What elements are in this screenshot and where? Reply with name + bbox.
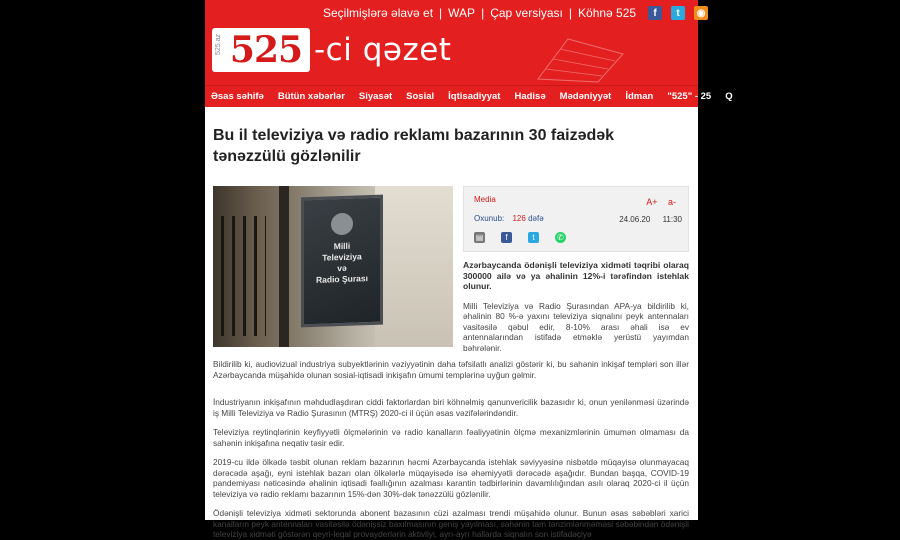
article-photo xyxy=(213,186,453,347)
add-favorites-link[interactable]: Seçilmişlərə əlavə et xyxy=(323,6,434,20)
publish-time: 11:30 xyxy=(662,215,682,224)
nav-item-culture[interactable]: Mədəniyyət xyxy=(559,91,612,102)
twitter-icon[interactable]: t xyxy=(671,6,685,20)
read-count-value: 126 xyxy=(512,214,526,223)
wap-link[interactable]: WAP xyxy=(448,6,476,20)
nav-item-more[interactable]: Q xyxy=(725,91,733,102)
font-increase-button[interactable]: A+ xyxy=(646,197,658,207)
article-meta xyxy=(463,186,689,252)
newspaper-decoration-icon xyxy=(528,34,628,84)
font-decrease-button[interactable]: a- xyxy=(667,197,676,207)
category-link[interactable]: Media xyxy=(474,195,496,204)
nav-item-sport[interactable]: İdman xyxy=(625,91,654,102)
publish-date: 24.06.20 xyxy=(619,215,651,224)
nav-item-social[interactable]: Sosial xyxy=(406,91,435,102)
council-plaque: Milli Televiziya və Radio Şurası xyxy=(301,195,383,328)
top-links: Seçilmişlərə əlavə et | WAP | Çap versiyası | Köhnə 525 f t ◉ xyxy=(323,5,708,21)
nav-item-incidents[interactable]: Hadisə xyxy=(514,91,546,102)
main-nav xyxy=(205,85,733,107)
article-title: Bu il televiziya və radio reklamı bazarının 30 faizədək tənəzzülü gözlənilir xyxy=(213,127,615,165)
article-paragraph: 2019-cu ildə ölkədə təsbit olunan reklam bazarının həcmi Azərbaycanda istehlak səviyyəsinə nisbətdə müqayisə olunmayacaq dərəcədə aşağı, eyni istehlak bazarı olan ölkələrlə müqayisədə isə əhəmiyyətli dərəcədə aşağıdır. Bundan başqa, COVID-19 pandemiyası nəticəsində əhalinin iqtisadi fəallığının azalması karantin tədbirlərinin davamlılığından asılı olaraq 2020-ci il üçün televiziya və radio reklamı bazarının 15%-dən 30%-dək tənəzzülü gözlənilir. xyxy=(213,457,689,499)
site-logo[interactable] xyxy=(212,28,451,72)
print-icon[interactable]: ▤ xyxy=(475,233,484,242)
emblem-icon xyxy=(331,213,353,236)
twitter-share-icon[interactable]: t xyxy=(528,232,539,243)
article-paragraph: Bildirilib ki, audiovizual industriya subyektlərinin vəziyyətinin daha təfsilatlı analizi göstərir ki, bu sahənin inkişaf templəri son illər Azərbaycanda müşahidə olunan sosial-iqtisadi inkişafın ümumi templərinə uyğun gəlmir. xyxy=(213,359,689,380)
logo-number: 525 xyxy=(229,29,303,71)
old-site-link[interactable]: Köhnə 525 xyxy=(578,6,637,20)
news-page xyxy=(205,0,733,539)
nav-item-525-25[interactable]: "525" - 25 xyxy=(667,91,712,102)
nav-item-home[interactable]: Əsas səhifə xyxy=(211,91,264,102)
logo-suffix: -ci qəzet xyxy=(314,32,452,68)
nav-item-all-news[interactable]: Bütün xəbərlər xyxy=(277,91,345,102)
share-tools xyxy=(474,232,566,243)
nav-item-economy[interactable]: İqtisadiyyat xyxy=(448,91,501,102)
rss-icon[interactable]: ◉ xyxy=(694,6,708,20)
article-paragraph: Televiziya reytinqlərinin keyfiyyətli ölçmələrinin və radio kanalların fəaliyyətinin ölçmə mexanizmlərinin ümumən olmaması da sahənin inkişafına neqativ təsir edir. xyxy=(213,427,689,448)
fence-bars xyxy=(221,216,266,336)
whatsapp-share-icon[interactable]: ✆ xyxy=(555,232,566,243)
print-version-link[interactable]: Çap versiyası xyxy=(490,6,563,20)
article-paragraph: Milli Televiziya və Radio Şurasından APA-ya bildirilib ki, əhalinin 80 %-ə yaxını televiziya siqnalını peyk antennaları vasitəsilə qəbul edir, 8-10% arası əhali isə ev antennalarından istifadə etməklə yerüstü yayımdan bəhrələnir. xyxy=(463,300,689,353)
article-paragraph: Ödənişli televiziya xidməti sektorunda abonent bazasının cüzi azalması trendi müşahidə olunur. Bunun əsas səbəbləri xarici kanalların peyk antennaları vasitəsilə ödənişsiz baxılmasının geniş yayılması, sahənin tam tənzimlənməməsi səbəbindən ödənişli televiziya xidməti göstərən qeyri-leqal provayderlərin aktivliyi, ayrı-ayrı hallarda siqnalın son istifadəçiyə xyxy=(213,508,689,539)
font-size-controls xyxy=(638,197,676,207)
masthead xyxy=(205,0,733,107)
nav-item-politics[interactable]: Siyasət xyxy=(358,91,393,102)
facebook-icon[interactable]: f xyxy=(648,6,662,20)
social-links xyxy=(648,6,708,20)
publish-datetime xyxy=(609,215,682,224)
article xyxy=(205,107,698,540)
article-paragraph: İndustriyanın inkişafının məhdudlaşdıran ciddi faktorlardan biri köhnəlmiş qanunvericilik bazasıdır ki, onun yenilənməsi üzərində iş Milli Televiziya və Radio Şurasının (MTRŞ) 2020-ci il üçün əsas vəzifələrindəndir. xyxy=(213,397,689,418)
facebook-share-icon[interactable]: f xyxy=(501,232,512,243)
logo-domain: 525.az xyxy=(215,34,222,56)
read-count: Oxunub: 126 dəfə xyxy=(474,214,544,223)
article-lead: Azərbaycanda ödənişli televiziya xidməti təqribi olaraq 300000 ailə və ya əhalinin 12%-i tərəfindən istehlak olunur. xyxy=(463,260,689,291)
